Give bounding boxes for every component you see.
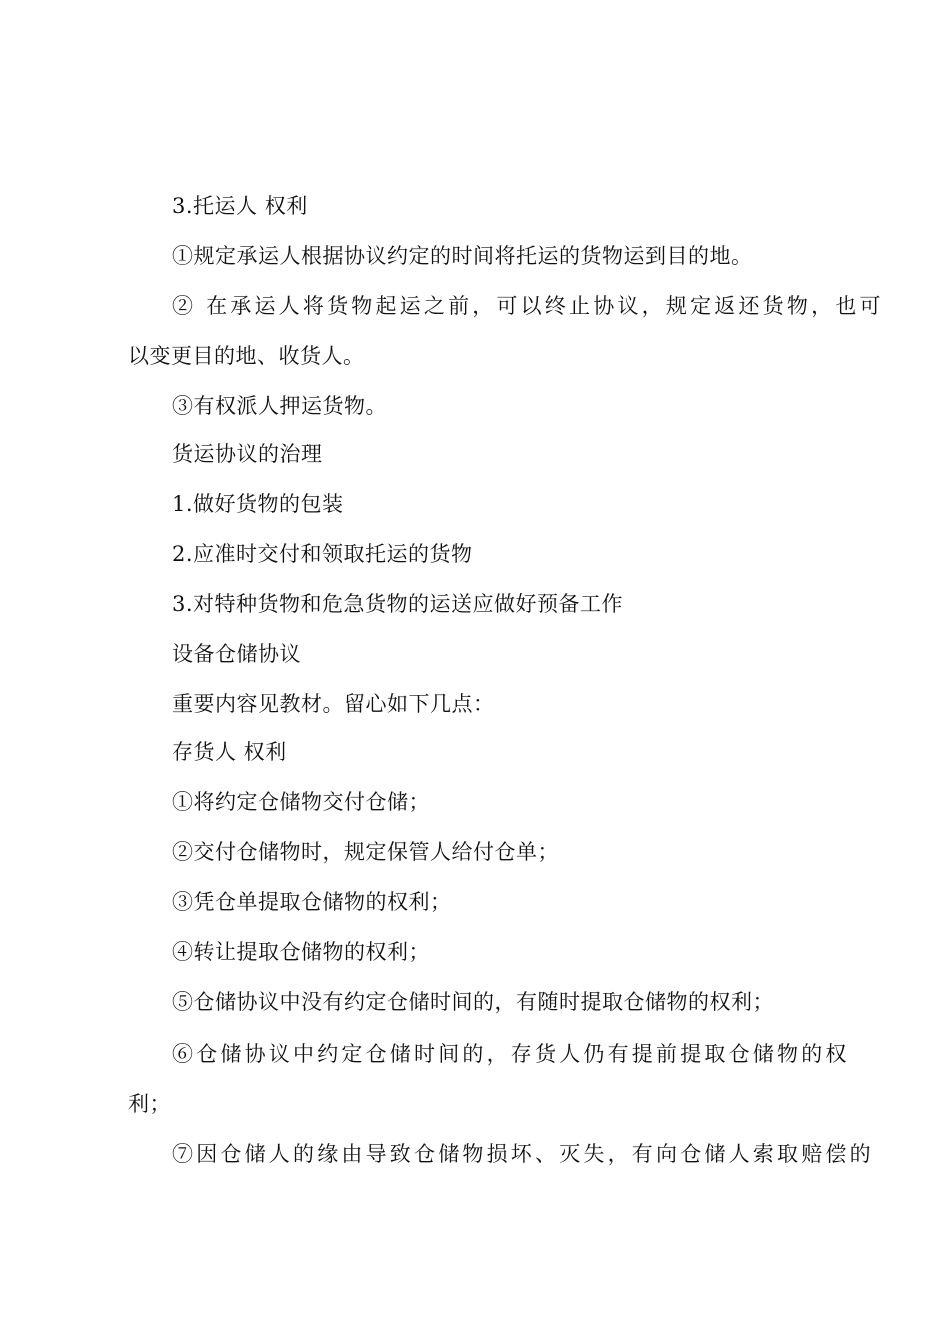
text-line: ③有权派人押运货物。 xyxy=(172,394,387,418)
text-line: ③凭仓单提取仓储物的权利； xyxy=(172,890,452,914)
text-line: ④转让提取仓储物的权利； xyxy=(172,940,430,964)
text-line: 重要内容见教材。留心如下几点： xyxy=(172,692,495,716)
text-line: ①规定承运人根据协议约定的时间将托运的货物运到目的地。 xyxy=(172,244,753,268)
text-line: 3.托运人 权利 xyxy=(172,194,308,218)
text-line: 2.应准时交付和领取托运的货物 xyxy=(172,542,473,566)
text-line: 以变更目的地、收货人。 xyxy=(128,344,365,368)
text-line: ②交付仓储物时，规定保管人给付仓单； xyxy=(172,840,559,864)
text-line: ⑥仓储协议中约定仓储时间的，存货人仍有提前提取仓储物的权 xyxy=(172,1042,850,1066)
section-heading: 货运协议的治理 xyxy=(172,442,323,466)
text-line: ② 在承运人将货物起运之前，可以终止协议，规定返还货物，也可 xyxy=(172,294,884,318)
text-line: 3.对特种货物和危急货物的运送应做好预备工作 xyxy=(172,592,624,616)
text-line: ⑦因仓储人的缘由导致仓储物损坏、灭失，有向仓储人索取赔偿的 xyxy=(172,1142,874,1166)
text-line: ⑤仓储协议中没有约定仓储时间的，有随时提取仓储物的权利； xyxy=(172,990,774,1014)
section-heading: 设备仓储协议 xyxy=(172,642,301,666)
text-line: 利； xyxy=(128,1092,171,1116)
text-line: ①将约定仓储物交付仓储； xyxy=(172,790,430,814)
text-line: 1.做好货物的包装 xyxy=(172,492,344,516)
text-line: 存货人 权利 xyxy=(172,740,287,764)
